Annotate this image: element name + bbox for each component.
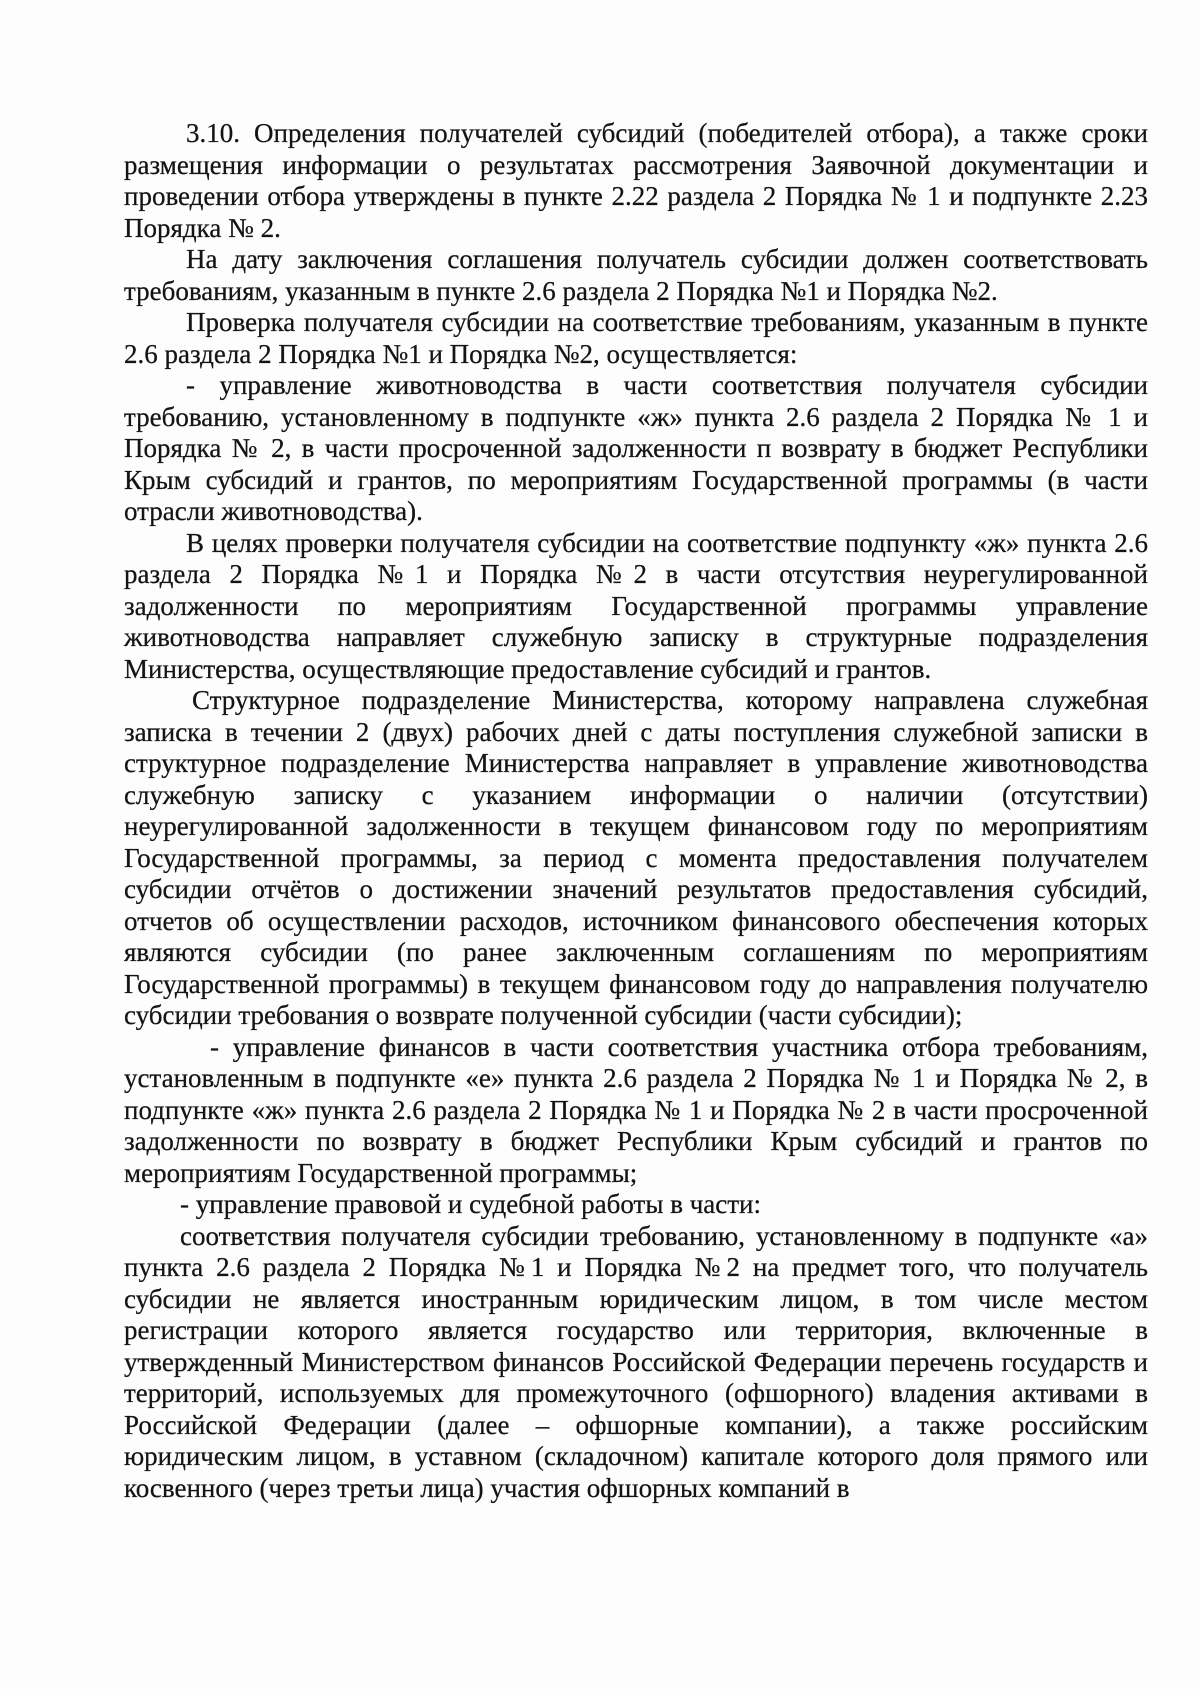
paragraph-structural-unit: Структурное подразделение Министерства, которому направлена служебная записка в течении 2 (двух) рабочих дней с даты поступления служебной записки в структурное подразделение Министерства направляет в управление животноводства служебную записку с указанием информации о наличии (отсутствии) неурегулированной задолженности в текущем финансовом году по мероприятиям Государственной программы, за период с момента предоставления получателем субсидии отчётов о достижении значений результатов предоставления субсидий, отчетов об осуществлении расходов, источником финансового обеспечения которых являются субсидии (по ранее заключенным соглашениям по мероприятиям Государственной программы) в текущем финансовом году до направления получателю субсидии требования о возврате полученной субсидии (части субсидии); [124, 685, 1148, 1030]
paragraph-verification-purpose: В целях проверки получателя субсидии на соответствие подпункту «ж» пункта 2.6 раздела 2 Порядка №1 и Порядка №2 в части отсутствия неурегулированной задолженности по мероприятиям Государственной программы управление животноводства направляет служебную записку в структурные подразделения Министерства, осуществляющие предоставление субсидий и грантов. [124, 527, 1148, 684]
paragraph-verification: Проверка получателя субсидии на соответствие требованиям, указанным в пункте 2.6 раздела 2 Порядка №1 и Порядка №2, осуществляется: [124, 307, 1148, 369]
paragraph-legal-dept: - управление правовой и судебной работы в части: [180, 1189, 762, 1219]
paragraph-3-10: 3.10. Определения получателей субсидий (победителей отбора), а также сроки размещения информации о результатах рассмотрения Заявочной документации и проведении отбора утверждены в пункте 2.22 раздела 2 Порядка № 1 и подпункте 2.23 Порядка № 2. [124, 118, 1148, 243]
paragraph-livestock-dept: - управление животноводства в части соответствия получателя субсидии требованию, установленному в подпункте «ж» пункта 2.6 раздела 2 Порядка № 1 и Порядка № 2, в части просроченной задолженности п возврату в бюджет Республики Крым субсидий и грантов, по мероприятиям Государственной программы (в части отрасли животноводства). [124, 370, 1148, 526]
document-body [124, 118, 1148, 1504]
paragraph-agreement-date: На дату заключения соглашения получатель субсидии должен соответствовать требованиям, указанным в пункте 2.6 раздела 2 Порядка №1 и Порядка №2. [124, 244, 1148, 306]
paragraph-finance-dept: - управление финансов в части соответствия участника отбора требованиям, установленным в подпункте «е» пункта 2.6 раздела 2 Порядка № 1 и Порядка № 2, в подпункте «ж» пункта 2.6 раздела 2 Порядка № 1 и Порядка № 2 в части просроченной задолженности по возврату в бюджет Республики Крым субсидий и грантов по мероприятиям Государственной программы; [124, 1031, 1148, 1188]
paragraph-offshore: соответствия получателя субсидии требованию, установленному в подпункте «а» пункта 2.6 раздела 2 Порядка №1 и Порядка №2 на предмет того, что получатель субсидии не является иностранным юридическим лицом, в том числе местом регистрации которого является государство или территория, включенные в утвержденный Министерством финансов Российской Федерации перечень государств и территорий, используемых для промежуточного (офшорного) владения активами в Российской Федерации (далее – офшорные компании), а также российским юридическим лицом, в уставном (складочном) капитале которого доля прямого или косвенного (через третьи лица) участия офшорных компаний в [124, 1220, 1148, 1503]
